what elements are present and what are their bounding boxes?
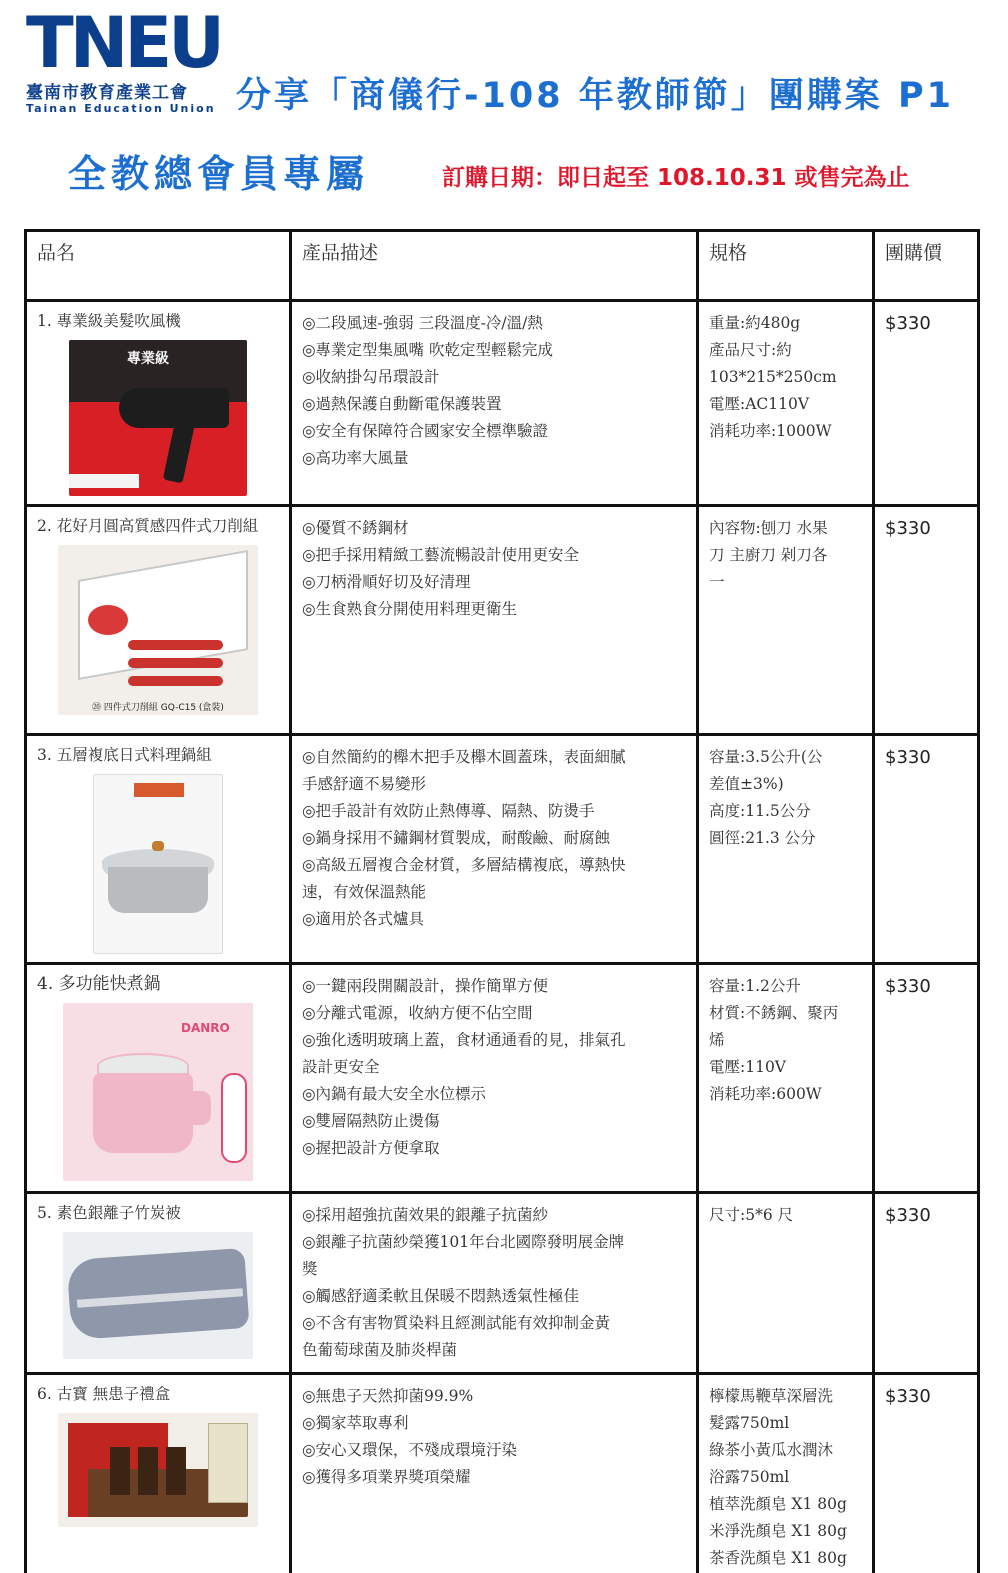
description-line: ◎無患子天然抑菌99.9%	[302, 1387, 474, 1405]
description-line: ◎握把設計方便拿取	[302, 1139, 440, 1157]
description-line: ◎刀柄滑順好切及好清理	[302, 573, 471, 591]
description-line: ◎把手採用精緻工藝流暢設計使用更安全	[302, 546, 580, 564]
spec-line: 浴露750ml	[709, 1468, 790, 1486]
description-line: ◎鍋身採用不鏽鋼材質製成，耐酸鹼、耐腐蝕	[302, 829, 611, 847]
description-line: 獎	[302, 1260, 318, 1278]
spec-line: 容量:1.2公升	[709, 977, 801, 995]
spec-line: 檸檬馬鞭草深層洗	[709, 1387, 834, 1405]
price: $330	[885, 1386, 931, 1407]
product-name: 4. 多功能快煮鍋	[37, 974, 161, 994]
table-row	[26, 506, 979, 735]
description-line: ◎強化透明玻璃上蓋，食材通通看的見，排氣孔	[302, 1031, 626, 1049]
description-line: ◎高功率大風量	[302, 449, 409, 467]
union-logo	[26, 2, 236, 115]
description-line: ◎不含有害物質染料且經測試能有效抑制金黃	[302, 1314, 611, 1332]
price: $330	[885, 313, 931, 334]
spec-cell	[698, 506, 874, 735]
description-line: ◎收納掛勾吊環設計	[302, 368, 440, 386]
spec-line: 圓徑:21.3 公分	[709, 829, 816, 847]
logo-mark: TNEU	[26, 2, 221, 84]
description-line: ◎獨家萃取專利	[302, 1414, 409, 1432]
header-spec: 規格	[698, 231, 874, 301]
description-cell	[291, 506, 698, 735]
logo-chinese-name: 臺南市教育產業工會	[26, 83, 188, 103]
description-line: ◎一鍵兩段開關設計，操作簡單方便	[302, 977, 549, 995]
description-line: ◎觸感舒適柔軟且保暖不悶熱透氣性極佳	[302, 1287, 580, 1305]
description-line: ◎生食熟食分開使用料理更衛生	[302, 600, 518, 618]
spec-line: 刀 主廚刀 剁刀各	[709, 546, 828, 564]
description-cell	[291, 1374, 698, 1573]
price-cell	[874, 735, 979, 964]
product-cell	[26, 1374, 291, 1573]
price-cell	[874, 1193, 979, 1374]
table-row	[26, 1374, 979, 1573]
product-table	[24, 229, 980, 1573]
hair-dryer-image: 專業級	[69, 340, 247, 496]
description-cell	[291, 964, 698, 1193]
description-line: ◎過熱保護自動斷電保護裝置	[302, 395, 502, 413]
product-cell	[26, 735, 291, 964]
spec-line: 茶香洗顏皂 X1 80g	[709, 1549, 847, 1567]
price-cell	[874, 506, 979, 735]
price: $330	[885, 1205, 931, 1226]
spec-line: 高度:11.5公分	[709, 802, 811, 820]
spec-line: 103*215*250cm	[709, 368, 837, 386]
spec-cell	[698, 1193, 874, 1374]
description-line: ◎安全有保障符合國家安全標準驗證	[302, 422, 549, 440]
price: $330	[885, 976, 931, 997]
spec-cell	[698, 735, 874, 964]
page-subtitle: 全教總會員專屬	[68, 151, 370, 196]
price-cell	[874, 1374, 979, 1573]
spec-line: 植萃洗顏皂 X1 80g	[709, 1495, 847, 1513]
description-cell	[291, 1193, 698, 1374]
page-title: 分享「商儀行-108 年教師節」團購案 P1	[236, 76, 954, 116]
product-name: 5. 素色銀離子竹炭被	[37, 1204, 181, 1222]
spec-line: 髮露750ml	[709, 1414, 790, 1432]
product-name: 1. 專業級美髮吹風機	[37, 312, 181, 330]
spec-line: 電壓:AC110V	[709, 395, 810, 413]
spec-line: 烯	[709, 1031, 725, 1049]
spec-cell	[698, 964, 874, 1193]
description-line: ◎採用超強抗菌效果的銀離子抗菌紗	[302, 1206, 549, 1224]
description-line: 速，有效保溫熱能	[302, 883, 427, 901]
spec-line: 電壓:110V	[709, 1058, 787, 1076]
description-line: 設計更安全	[302, 1058, 380, 1076]
price: $330	[885, 518, 931, 539]
description-line: 色葡萄球菌及肺炎桿菌	[302, 1341, 458, 1359]
image-caption: ⑳ 四件式刀削組 GQ-C15 (盒裝)	[92, 703, 224, 713]
spec-line: 一	[709, 573, 725, 591]
product-cell	[26, 964, 291, 1193]
description-line: ◎高級五層複合金材質，多層結構複底，導熱快	[302, 856, 626, 874]
product-cell	[26, 301, 291, 506]
description-line: ◎把手設計有效防止熱傳導、隔熱、防燙手	[302, 802, 595, 820]
description-line: ◎內鍋有最大安全水位標示	[302, 1085, 487, 1103]
spec-line: 差值±3%)	[709, 775, 784, 793]
order-date-notice: 訂購日期：即日起至 108.10.31 或售完為止	[442, 165, 910, 191]
spec-cell	[698, 1374, 874, 1573]
table-row	[26, 301, 979, 506]
spec-cell	[698, 301, 874, 506]
spec-line: 內容物:刨刀 水果	[709, 519, 828, 537]
description-line: ◎適用於各式爐具	[302, 910, 425, 928]
product-cell	[26, 1193, 291, 1374]
description-line: ◎銀離子抗菌紗榮獲101年台北國際發明展金牌	[302, 1233, 625, 1251]
product-cell	[26, 506, 291, 735]
spec-line: 產品尺寸:約	[709, 341, 792, 359]
spec-line: 消耗功率:1000W	[709, 422, 832, 440]
header-description: 產品描述	[291, 231, 698, 301]
spec-line: 消耗功率:600W	[709, 1085, 822, 1103]
product-name: 3. 五層複底日式料理鍋組	[37, 746, 212, 764]
table-row	[26, 964, 979, 1193]
description-line: ◎雙層隔熱防止燙傷	[302, 1112, 440, 1130]
description-line: 手感舒適不易變形	[302, 775, 427, 793]
cooking-pot-image	[93, 774, 223, 954]
spec-line: 材質:不銹鋼、聚丙	[709, 1004, 839, 1022]
table-row	[26, 735, 979, 964]
description-cell	[291, 301, 698, 506]
description-line: ◎優質不銹鋼材	[302, 519, 409, 537]
gift-box-image	[58, 1413, 258, 1527]
description-line: ◎獲得多項業界獎項榮耀	[302, 1468, 471, 1486]
price-cell	[874, 301, 979, 506]
logo-english-name: Tainan Education Union	[26, 102, 216, 115]
price-cell	[874, 964, 979, 1193]
spec-line: 容量:3.5公升(公	[709, 748, 823, 766]
spec-line: 米淨洗顏皂 X1 80g	[709, 1522, 847, 1540]
description-line: ◎分離式電源，收納方便不佔空間	[302, 1004, 533, 1022]
spec-line: 重量:約480g	[709, 314, 801, 332]
blanket-image	[63, 1232, 253, 1359]
product-name: 6. 古寶 無患子禮盒	[37, 1385, 171, 1403]
description-cell	[291, 735, 698, 964]
header-name: 品名	[26, 231, 291, 301]
description-line: ◎二段風速-強弱 三段溫度-冷/溫/熱	[302, 314, 543, 332]
description-line: ◎專業定型集風嘴 吹乾定型輕鬆完成	[302, 341, 553, 359]
description-line: ◎自然簡約的櫸木把手及櫸木圓蓋珠，表面細膩	[302, 748, 626, 766]
table-header-row	[26, 231, 979, 301]
price: $330	[885, 747, 931, 768]
product-name: 2. 花好月圓高質感四件式刀削組	[37, 517, 259, 535]
spec-line: 尺寸:5*6 尺	[709, 1206, 794, 1224]
header-price: 團購價	[874, 231, 979, 301]
description-line: ◎安心又環保，不殘成環境汙染	[302, 1441, 518, 1459]
spec-line: 綠茶小黃瓜水潤沐	[709, 1441, 834, 1459]
knife-set-image	[58, 545, 258, 715]
table-row	[26, 1193, 979, 1374]
electric-cooker-image: DANRO	[63, 1003, 253, 1181]
